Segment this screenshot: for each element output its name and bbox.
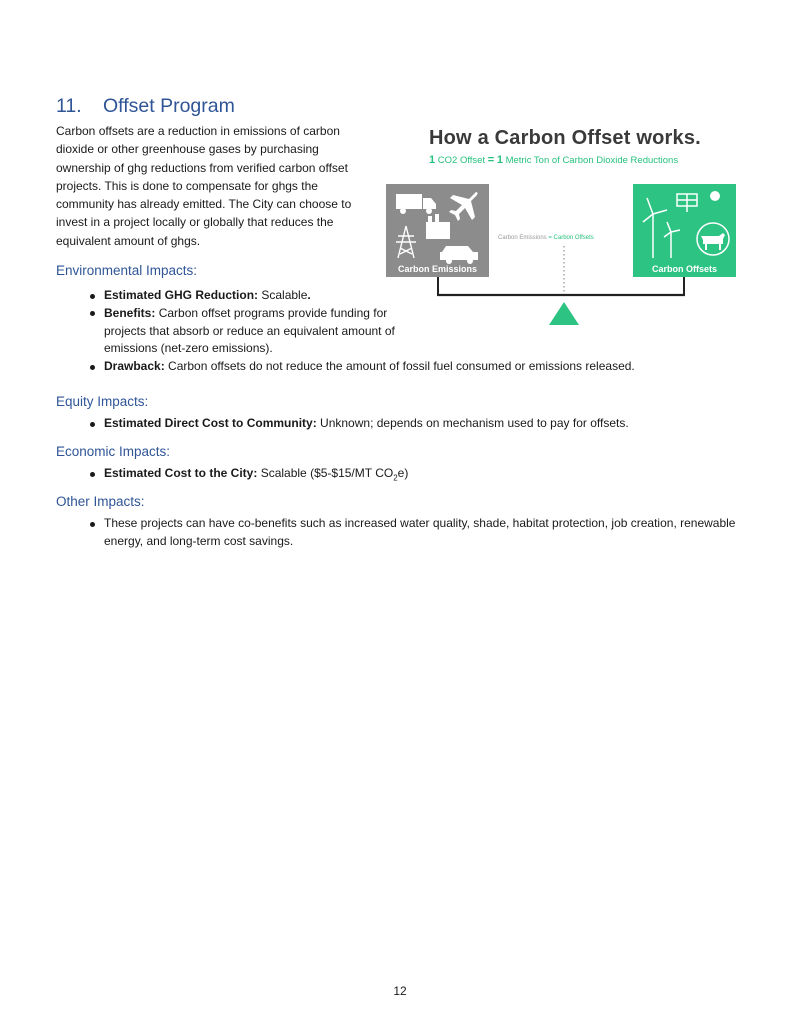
power-tower-icon — [396, 226, 416, 258]
infographic-title: How a Carbon Offset works. — [429, 127, 701, 149]
list-item — [56, 515, 756, 551]
list-item — [56, 465, 746, 487]
section-title — [56, 95, 235, 118]
subtitle-eq: = — [487, 154, 495, 166]
subtitle-num1: 1 — [429, 154, 436, 166]
item-label: Estimated Direct Cost to Community: — [104, 416, 317, 430]
environmental-list — [56, 287, 736, 376]
mid-left-text: Carbon Emissions — [498, 235, 547, 241]
item-text: Carbon offsets do not reduce the amount of fossil fuel consumed or emissions released. — [168, 359, 635, 374]
item-text: Scalable ($5-$15/MT CO — [260, 466, 394, 480]
economic-heading: Economic Impacts: — [56, 444, 171, 459]
page-number: 12 — [393, 984, 407, 998]
other-list — [56, 515, 756, 551]
carbon-emissions-box — [386, 184, 489, 277]
section-number: 11. — [56, 95, 82, 117]
item-text: These projects can have co-benefits such as increased water quality, shade, habitat protection, job creation, renewable energy, and long-term cost savings. — [104, 516, 736, 548]
list-item — [56, 287, 736, 305]
emissions-icons — [386, 184, 489, 264]
other-heading: Other Impacts: — [56, 494, 145, 509]
environmental-heading: Environmental Impacts: — [56, 263, 198, 278]
carbon-emissions-label: Carbon Emissions — [397, 264, 478, 274]
truck-icon — [396, 194, 436, 214]
car-icon — [440, 246, 478, 264]
item-label: Estimated Cost to the City: — [104, 466, 258, 480]
list-item — [56, 305, 416, 358]
solar-panel-icon — [677, 194, 697, 212]
cow-icon — [701, 233, 725, 250]
list-item — [56, 415, 746, 433]
item-text: Carbon offset programs provide funding for projects that absorb or reduce an equivalent amount of emissions (net-zero emissions). — [104, 305, 395, 356]
sun-icon — [710, 191, 720, 201]
item-subscript: 2 — [393, 473, 398, 483]
wind-turbine-icon — [643, 198, 680, 258]
equity-list — [56, 415, 746, 433]
offsets-icons — [633, 184, 736, 264]
carbon-offsets-box — [633, 184, 736, 277]
airplane-icon — [449, 192, 478, 221]
subtitle-part2: Metric Ton of Carbon Dioxide Reductions — [505, 155, 679, 166]
carbon-offsets-label: Carbon Offsets — [651, 264, 717, 274]
item-label: Estimated GHG Reduction: — [104, 288, 259, 302]
balance-note — [498, 235, 594, 241]
item-suffix: . — [307, 288, 311, 302]
item-label: Drawback: — [104, 359, 165, 374]
equity-heading: Equity Impacts: — [56, 394, 149, 409]
mid-eq-text: = — [548, 235, 552, 241]
economic-list — [56, 465, 746, 487]
subtitle-part1: CO2 Offset — [437, 155, 486, 166]
list-item — [56, 358, 736, 376]
item-text-after: e) — [397, 466, 409, 480]
item-text: Scalable — [261, 288, 308, 302]
factory-icon — [426, 214, 450, 239]
mid-right-text: Carbon Offsets — [553, 235, 594, 241]
item-label: Benefits: — [104, 305, 156, 320]
subtitle-num2: 1 — [496, 154, 503, 166]
item-text: Unknown; depends on mechanism used to pay for offsets. — [320, 416, 629, 430]
section-title-text: Offset Program — [103, 95, 235, 117]
intro-paragraph: Carbon offsets are a reduction in emissions of carbon dioxide or other greenhouse gases by purchasing ownership of ghg reductions from verified carbon offset projects. This is done to compensate for ghgs the community has already emitted. The City can choose to invest in a project locally or globally that reduces the equivalent amount of ghgs. — [56, 124, 352, 248]
